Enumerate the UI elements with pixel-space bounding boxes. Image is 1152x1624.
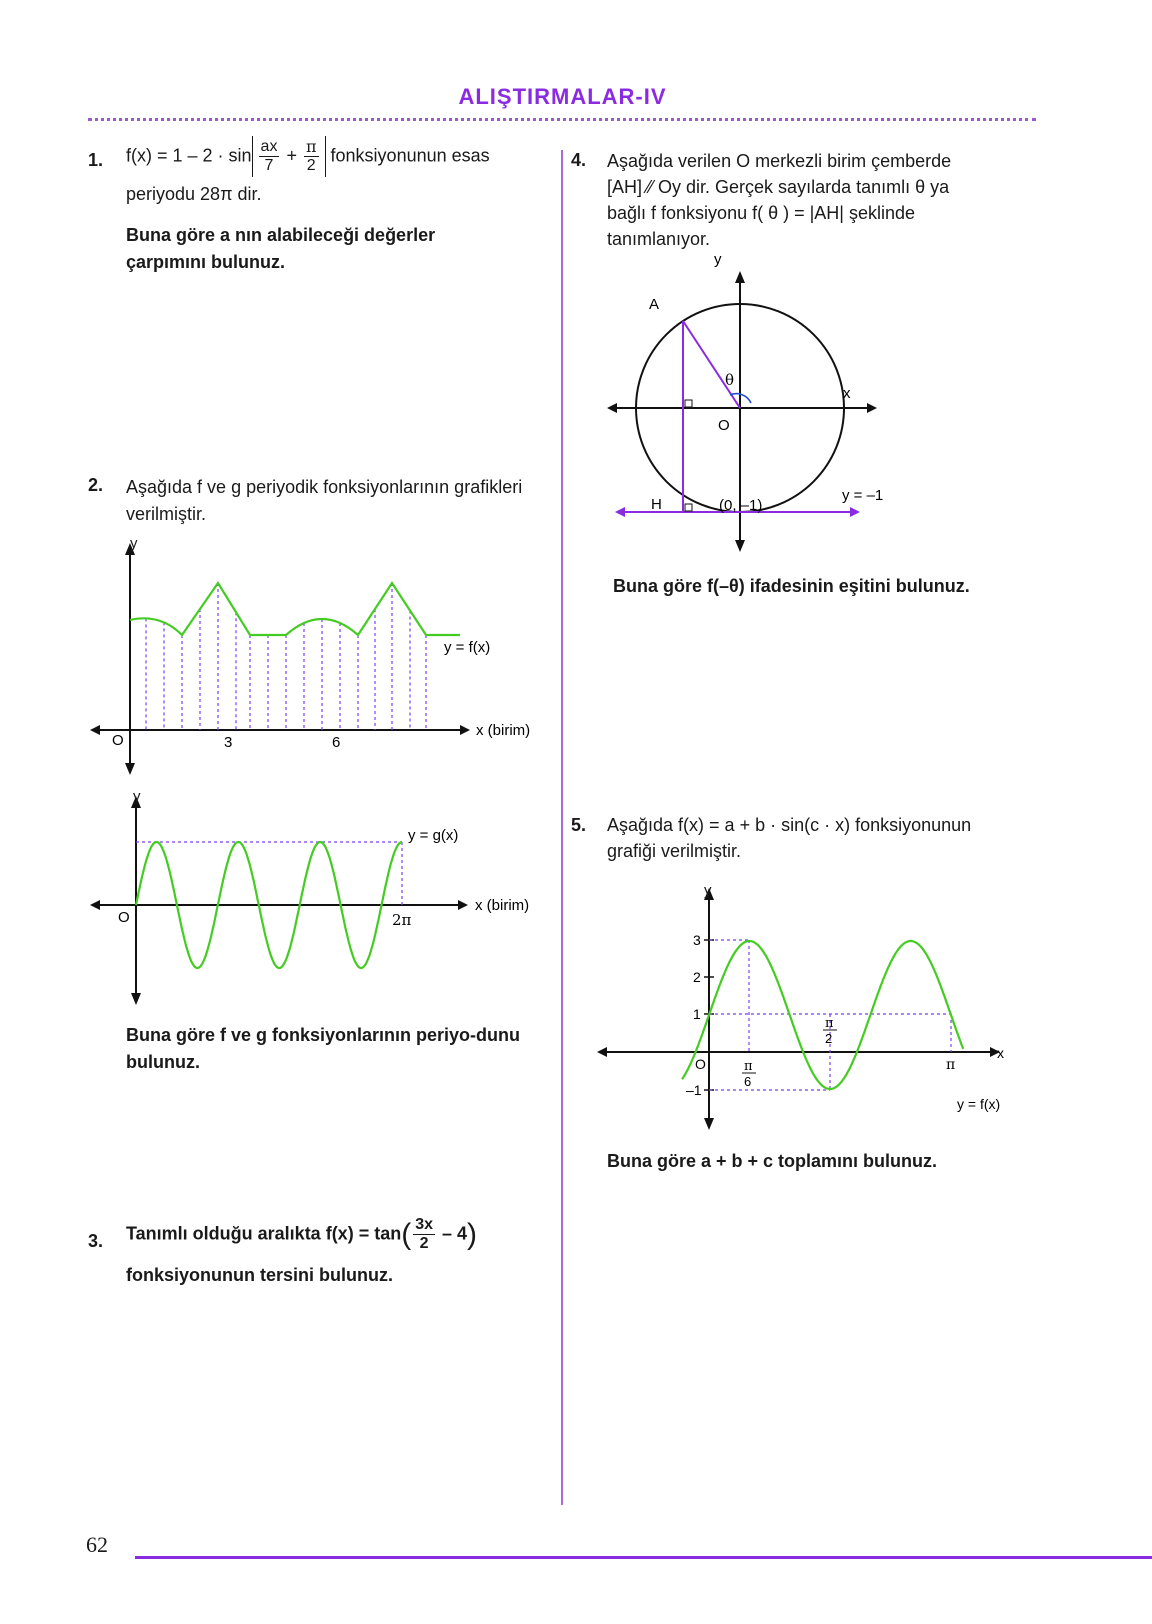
page-number: 62 bbox=[86, 1532, 108, 1557]
footer-rule bbox=[135, 1556, 1152, 1559]
graph-g-x-label: x (birim) bbox=[475, 897, 530, 914]
graph-f-curve-label: y = f(x) bbox=[444, 639, 491, 656]
graph-g-x-arrow-left bbox=[90, 900, 100, 910]
q2-number: 2. bbox=[88, 475, 104, 495]
q3-text bbox=[126, 1216, 546, 1253]
q1-frac2 bbox=[304, 138, 319, 175]
graph-f-x-arrow-left bbox=[90, 725, 100, 735]
title-divider bbox=[88, 118, 1036, 121]
graph-f-dashed-lines bbox=[146, 583, 426, 730]
graph5-y-arrow-down bbox=[704, 1118, 714, 1130]
q5-number: 5. bbox=[571, 815, 587, 835]
line-y-arrow-left bbox=[615, 507, 625, 517]
q1-number: 1. bbox=[88, 150, 104, 170]
q1-plus: + bbox=[286, 145, 297, 166]
line-label: y = –1 bbox=[842, 487, 884, 504]
q1-frac1 bbox=[259, 138, 280, 175]
point-a-label: A bbox=[649, 296, 660, 313]
right-angle-mark-2 bbox=[685, 504, 692, 511]
q2-question: Buna göre f ve g fonksiyonlarının periyo-dunu bulunuz. bbox=[126, 1025, 521, 1072]
point-b-label: (0, –1) bbox=[719, 497, 763, 514]
diagram-y-label: y bbox=[714, 255, 722, 268]
q1-text bbox=[126, 136, 546, 177]
q5-line2: grafiği verilmiştir. bbox=[607, 841, 742, 861]
diagram-x-arrow bbox=[867, 403, 877, 413]
graph5-y2: 2 bbox=[693, 969, 701, 985]
graph5-pi6-num: π bbox=[744, 1059, 753, 1074]
q3-close-paren: ) bbox=[467, 1218, 478, 1251]
q3-number: 3. bbox=[88, 1231, 104, 1251]
graph-f-tick-3: 3 bbox=[224, 734, 233, 751]
graph5-y1: 1 bbox=[693, 1006, 701, 1022]
graph-f-y-arrow-down bbox=[125, 763, 135, 775]
graph5-y3: 3 bbox=[693, 932, 701, 948]
line-y-arrow bbox=[850, 507, 860, 517]
q4-question: Buna göre f(–θ) ifadesinin eşitini bulunuz. bbox=[613, 576, 970, 596]
q1-abs-bracket bbox=[252, 136, 326, 177]
diagram-x-arrow-left bbox=[607, 403, 617, 413]
graph-f-curve bbox=[130, 583, 460, 635]
q1-line2: periyodu 28π dir. bbox=[126, 184, 262, 204]
page-title: ALIŞTIRMALAR-IV bbox=[458, 84, 667, 109]
q1-frac2-num: π bbox=[306, 137, 317, 156]
graph5-curve-label: y = f(x) bbox=[957, 1096, 1001, 1112]
graph-f-x-arrow bbox=[460, 725, 470, 735]
q3-open-paren: ( bbox=[401, 1218, 412, 1251]
graph-g-tick-2pi: 2π bbox=[392, 911, 412, 929]
graph-g-x-arrow bbox=[458, 900, 468, 910]
graph5-x-label: x bbox=[997, 1045, 1004, 1061]
theta-label: θ bbox=[725, 371, 735, 389]
graph5-pi: π bbox=[946, 1057, 956, 1073]
point-h-label: H bbox=[651, 496, 662, 513]
q3-line2: fonksiyonunun tersini bulunuz. bbox=[126, 1265, 393, 1285]
q2-graph-g bbox=[90, 790, 550, 1005]
graph-g-y-axis-label: y bbox=[133, 788, 141, 805]
graph5-ym1: –1 bbox=[686, 1082, 702, 1098]
q4-line1: Aşağıda verilen O merkezli birim çemberde bbox=[607, 151, 952, 171]
q3-prefix: Tanımlı olduğu aralıkta f(x) = tan bbox=[126, 1223, 402, 1244]
graph5-pi2-den: 2 bbox=[825, 1031, 833, 1046]
right-angle-mark-1 bbox=[685, 400, 692, 407]
q1-text-after: fonksiyonunun esas bbox=[330, 145, 490, 166]
graph-f-tick-6: 6 bbox=[332, 734, 341, 751]
q1-frac1-num: ax bbox=[260, 138, 278, 155]
graph5-origin: O bbox=[695, 1056, 706, 1072]
q2-graph-f bbox=[90, 535, 550, 775]
q1-frac2-den: 2 bbox=[306, 157, 316, 174]
q5-question: Buna göre a + b + c toplamını bulunuz. bbox=[607, 1151, 938, 1171]
graph-g-origin: O bbox=[118, 909, 130, 926]
graph-g-curve-label: y = g(x) bbox=[408, 827, 459, 844]
graph-f-x-label: x (birim) bbox=[476, 722, 531, 739]
q5-line1: Aşağıda f(x) = a + b · sin(c · x) fonksiyonunun bbox=[607, 815, 972, 835]
q4-line4: tanımlanıyor. bbox=[607, 229, 711, 249]
q1-frac1-den: 7 bbox=[264, 157, 274, 174]
graph5-pi6-den: 6 bbox=[744, 1074, 752, 1089]
column-divider bbox=[561, 150, 563, 1505]
q3-frac bbox=[413, 1216, 435, 1253]
graph-f-y-axis-label: y bbox=[130, 535, 138, 552]
diagram-x-label: x bbox=[843, 385, 851, 402]
q3-frac-den: 2 bbox=[419, 1235, 429, 1252]
q4-line3: bağlı f fonksiyonu f( θ ) = |AH| şeklinde bbox=[607, 203, 916, 223]
origin-label: O bbox=[718, 417, 730, 434]
graph5-curve bbox=[682, 941, 963, 1089]
graph-f-origin: O bbox=[112, 732, 124, 749]
q3-frac-num: 3x bbox=[415, 1216, 433, 1233]
q1-question: Buna göre a nın alabileceği değerler çarpımını bulunuz. bbox=[126, 225, 436, 272]
diagram-y-arrow bbox=[735, 271, 745, 283]
graph5-y-label: y bbox=[704, 882, 712, 899]
diagram-y-arrow-down bbox=[735, 540, 745, 552]
q4-unit-circle-diagram bbox=[605, 255, 935, 555]
graph5-pi2-num: π bbox=[825, 1016, 834, 1031]
q3-suffix: – 4 bbox=[442, 1223, 468, 1244]
q1-func-prefix: f(x) = 1 – 2 · sin bbox=[126, 145, 252, 166]
q4-line2: [AH] ⁄⁄ Oy dir. Gerçek sayılarda tanımlı θ ya bbox=[607, 177, 950, 197]
q5-graph bbox=[595, 880, 1025, 1135]
graph-g-y-arrow-down bbox=[131, 993, 141, 1005]
q2-intro: Aşağıda f ve g periyodik fonksiyonlarının grafikleri verilmiştir. bbox=[126, 477, 523, 524]
graph5-x-arrow-left bbox=[597, 1047, 607, 1057]
q4-number: 4. bbox=[571, 150, 587, 170]
